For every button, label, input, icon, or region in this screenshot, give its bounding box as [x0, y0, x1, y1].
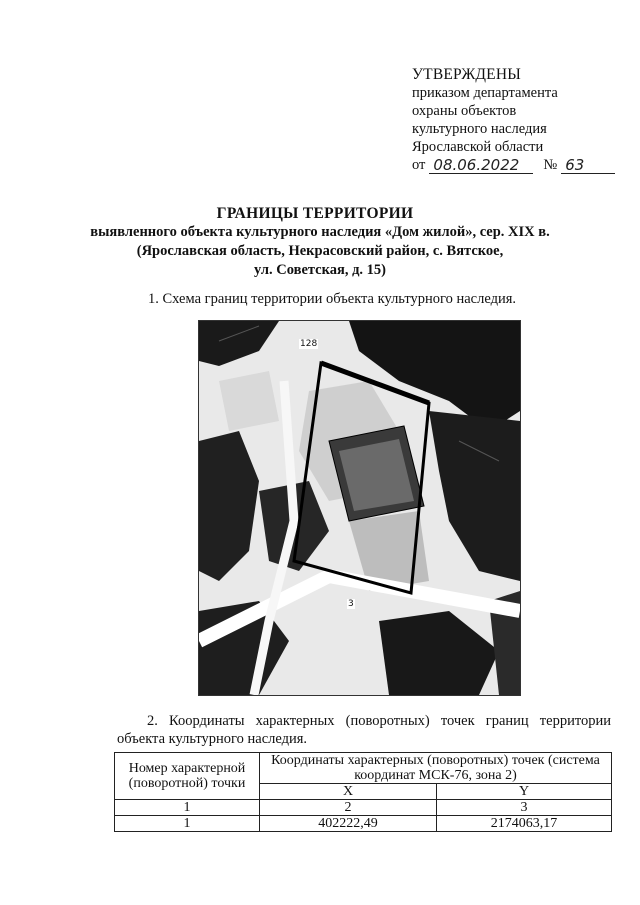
number-sign: № [543, 157, 558, 173]
table-header-row [115, 753, 612, 784]
col-x-header: X [260, 784, 437, 800]
y-coordinate-cell: 2174063,17 [437, 816, 612, 832]
approval-line-3: культурного наследия [412, 121, 547, 137]
approval-date: 08.06.2022 [429, 157, 533, 174]
approval-number: 63 [561, 157, 615, 174]
map-point-label: 3 [348, 599, 354, 609]
approval-heading: УТВЕРЖДЕНЫ [412, 66, 521, 83]
col-coords-header: Координаты характерных (поворотных) точек (система координат МСК-76, зона 2) [260, 753, 612, 784]
point-number-cell: 1 [115, 816, 260, 832]
document-title: ГРАНИЦЫ ТЕРРИТОРИИ [216, 205, 414, 222]
title-line-3: ул. Советская, д. 15) [253, 262, 387, 278]
aerial-photo [199, 321, 520, 695]
index-cell: 1 [115, 800, 260, 816]
title-line-1: выявленного объекта культурного наследия «Дом жилой», сер. XIX в. [90, 224, 550, 240]
section-1-heading: 1. Схема границ территории объекта культурного наследия. [148, 291, 517, 307]
from-label: от [412, 157, 426, 173]
table-index-row [115, 800, 612, 816]
section-2-heading: 2. Координаты характерных (поворотных) точек границ территории объекта культурного наследия. [117, 713, 611, 747]
coordinates-table [114, 752, 612, 832]
document-title-block [20, 205, 620, 280]
approval-line-2: охраны объектов [412, 103, 517, 119]
col-point-header: Номер характерной (поворотной) точки [115, 753, 260, 800]
approval-block [412, 66, 622, 174]
index-cell: 3 [437, 800, 612, 816]
approval-line-4: Ярославской области [412, 139, 544, 155]
boundary-scheme-image [198, 320, 521, 696]
map-plot-label: 128 [300, 339, 318, 349]
table-row [115, 816, 612, 832]
x-coordinate-cell: 402222,49 [260, 816, 437, 832]
approval-line-1: приказом департамента [412, 85, 558, 101]
approval-date-row [412, 156, 622, 174]
title-line-2: (Ярославская область, Некрасовский район, с. Вятское, [136, 243, 504, 259]
index-cell: 2 [260, 800, 437, 816]
col-y-header: Y [437, 784, 612, 800]
